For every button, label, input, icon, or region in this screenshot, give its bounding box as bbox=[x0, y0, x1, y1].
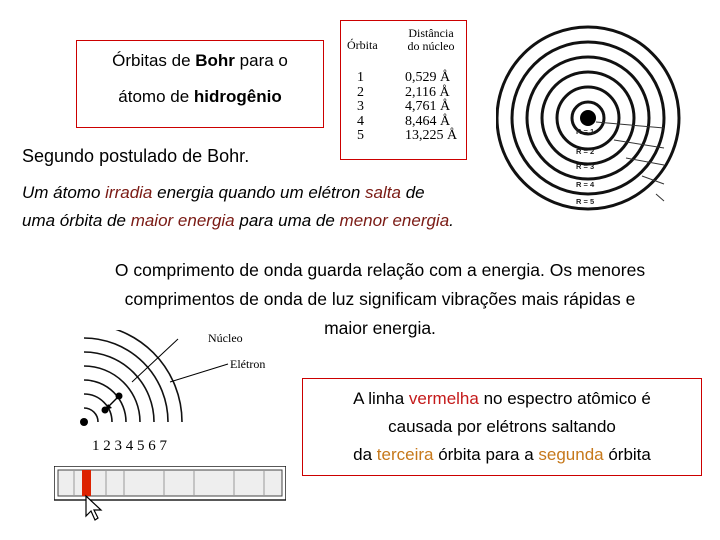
nucleus-dot bbox=[80, 418, 88, 426]
spectrum-panel bbox=[58, 470, 282, 496]
radius-label: R = 4 bbox=[576, 180, 595, 189]
red-spectral-line bbox=[82, 470, 91, 496]
electron-label: Elétron bbox=[230, 357, 266, 371]
title-box bbox=[76, 40, 324, 128]
table-cell-orbit: 2 bbox=[357, 84, 364, 100]
table-cell-distance: 13,225 Å bbox=[405, 128, 458, 143]
table-cell-distance: 0,529 Å bbox=[405, 70, 451, 85]
spectrum-bar bbox=[54, 466, 286, 522]
wavelength-line-2: comprimentos de onda de luz significam vibrações mais rápidas e bbox=[124, 289, 636, 309]
italic-line-2: uma órbita de maior energia para uma de menor energia. bbox=[22, 211, 454, 230]
table-cell-orbit: 3 bbox=[357, 99, 364, 114]
title-line-2: átomo de hidrogênio bbox=[118, 87, 282, 106]
wavelength-line-3: maior energia. bbox=[324, 318, 436, 338]
spectrum-explanation-text bbox=[303, 385, 701, 469]
table-cell-distance: 8,464 Å bbox=[405, 113, 451, 129]
italic-line-1: Um átomo irradia energia quando um elétron salta de bbox=[22, 183, 425, 202]
spectrum-line-1: A linha vermelha no espectro atômico é bbox=[353, 389, 651, 408]
table-distance-column bbox=[405, 71, 457, 144]
radius-label: R = 5 bbox=[576, 197, 595, 206]
title-line-1: Órbitas de Bohr para o bbox=[112, 51, 288, 70]
spectrum-explanation-box bbox=[302, 378, 702, 476]
wavelength-line-1: O comprimento de onda guarda relação com a energia. Os menores bbox=[114, 260, 646, 280]
table-header-distance: Distância do núcleo bbox=[407, 26, 455, 53]
table-cell-distance: 4,761 Å bbox=[405, 99, 451, 114]
nucleus-label: Núcleo bbox=[208, 331, 243, 345]
italic-paragraph bbox=[22, 179, 582, 235]
nucleus-dot bbox=[580, 110, 596, 126]
table-orbit-column bbox=[357, 71, 364, 144]
table-cell-orbit: 4 bbox=[357, 113, 364, 129]
spectrum-line-3: da terceira órbita para a segunda órbita bbox=[353, 445, 651, 464]
postulado-text: Segundo postulado de Bohr. bbox=[22, 146, 250, 166]
orbit-distance-table bbox=[340, 20, 467, 160]
table-cell-distance: 2,116 Å bbox=[405, 84, 450, 100]
radius-label: R = 2 bbox=[576, 147, 595, 156]
radius-label: R = 3 bbox=[576, 162, 595, 171]
table-cell-orbit: 5 bbox=[357, 128, 364, 143]
spectrum-line-2: causada por elétrons saltando bbox=[388, 417, 616, 436]
electron-transition-diagram bbox=[42, 330, 276, 458]
orbit-numbers: 1 2 3 4 5 6 7 bbox=[92, 438, 167, 454]
table-cell-orbit: 1 bbox=[357, 70, 364, 85]
table-header-orbit: Órbita bbox=[347, 38, 378, 52]
radius-label: R = 1 bbox=[576, 127, 595, 136]
